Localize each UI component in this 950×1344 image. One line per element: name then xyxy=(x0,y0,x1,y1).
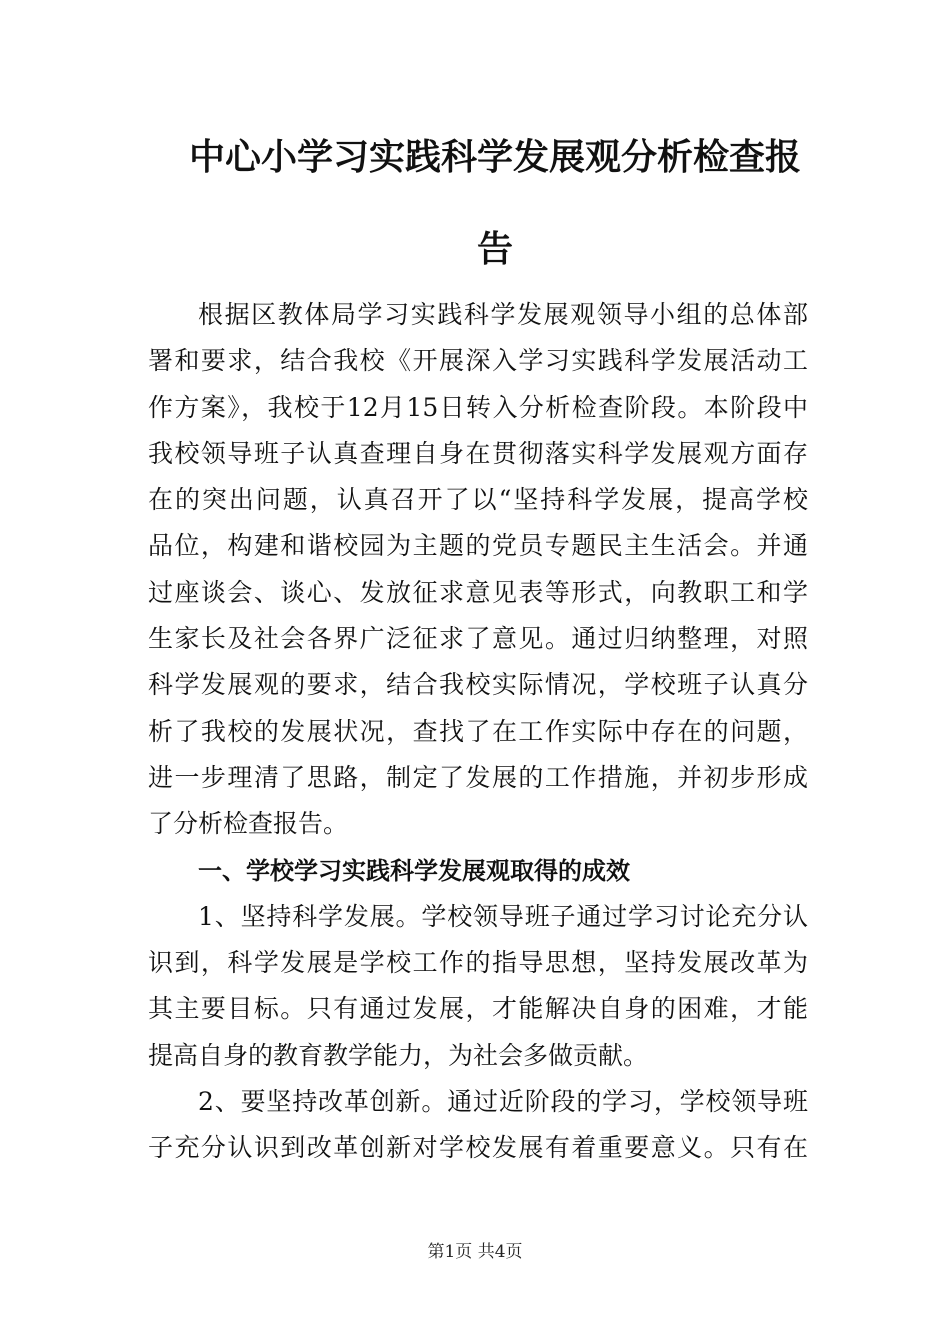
body-line: 识到，科学发展是学校工作的指导思想，坚持发展改革为 xyxy=(148,948,808,978)
body-line: 了分析检查报告。 xyxy=(148,809,349,839)
body-line: 子充分认识到改革创新对学校发展有着重要意义。只有在 xyxy=(148,1133,808,1163)
body-line: 析了我校的发展状况，查找了在工作实际中存在的问题， xyxy=(148,716,808,746)
body-line: 署和要求，结合我校《开展深入学习实践科学发展活动工 xyxy=(148,346,808,376)
document-title-line-2: 告 xyxy=(476,229,513,270)
body-line: 科学发展观的要求，结合我校实际情况，学校班子认真分 xyxy=(148,670,808,700)
body-line: 过座谈会、谈心、发放征求意见表等形式，向教职工和学 xyxy=(148,577,808,607)
document-title-line-1: 中心小学习实践科学发展观分析检查报 xyxy=(188,137,801,178)
body-line: 2、要坚持改革创新。通过近阶段的学习，学校领导班 xyxy=(198,1087,808,1117)
body-line: 我校领导班子认真查理自身在贯彻落实科学发展观方面存 xyxy=(148,438,808,468)
body-line: 在的突出问题，认真召开了以“坚持科学发展，提高学校 xyxy=(148,485,808,515)
body-line: 生家长及社会各界广泛征求了意见。通过归纳整理，对照 xyxy=(148,624,808,654)
body-line: 1、坚持科学发展。学校领导班子通过学习讨论充分认 xyxy=(198,901,808,931)
body-line: 品位，构建和谐校园为主题的党员专题民主生活会。并通 xyxy=(148,531,808,561)
body-line: 根据区教体局学习实践科学发展观领导小组的总体部 xyxy=(198,300,808,329)
page-footer: 第1页 共4页 xyxy=(427,1242,523,1262)
body-line: 提高自身的教育教学能力，为社会多做贡献。 xyxy=(148,1040,649,1070)
body-line: 作方案》，我校于12月15日转入分析检查阶段。本阶段中 xyxy=(148,392,808,422)
body-line: 其主要目标。只有通过发展，才能解决自身的困难，才能 xyxy=(148,994,808,1024)
document-body xyxy=(148,292,808,1172)
body-line: 进一步理清了思路，制定了发展的工作措施，并初步形成 xyxy=(148,762,808,792)
section-heading: 一、学校学习实践科学发展观取得的成效 xyxy=(198,856,630,885)
